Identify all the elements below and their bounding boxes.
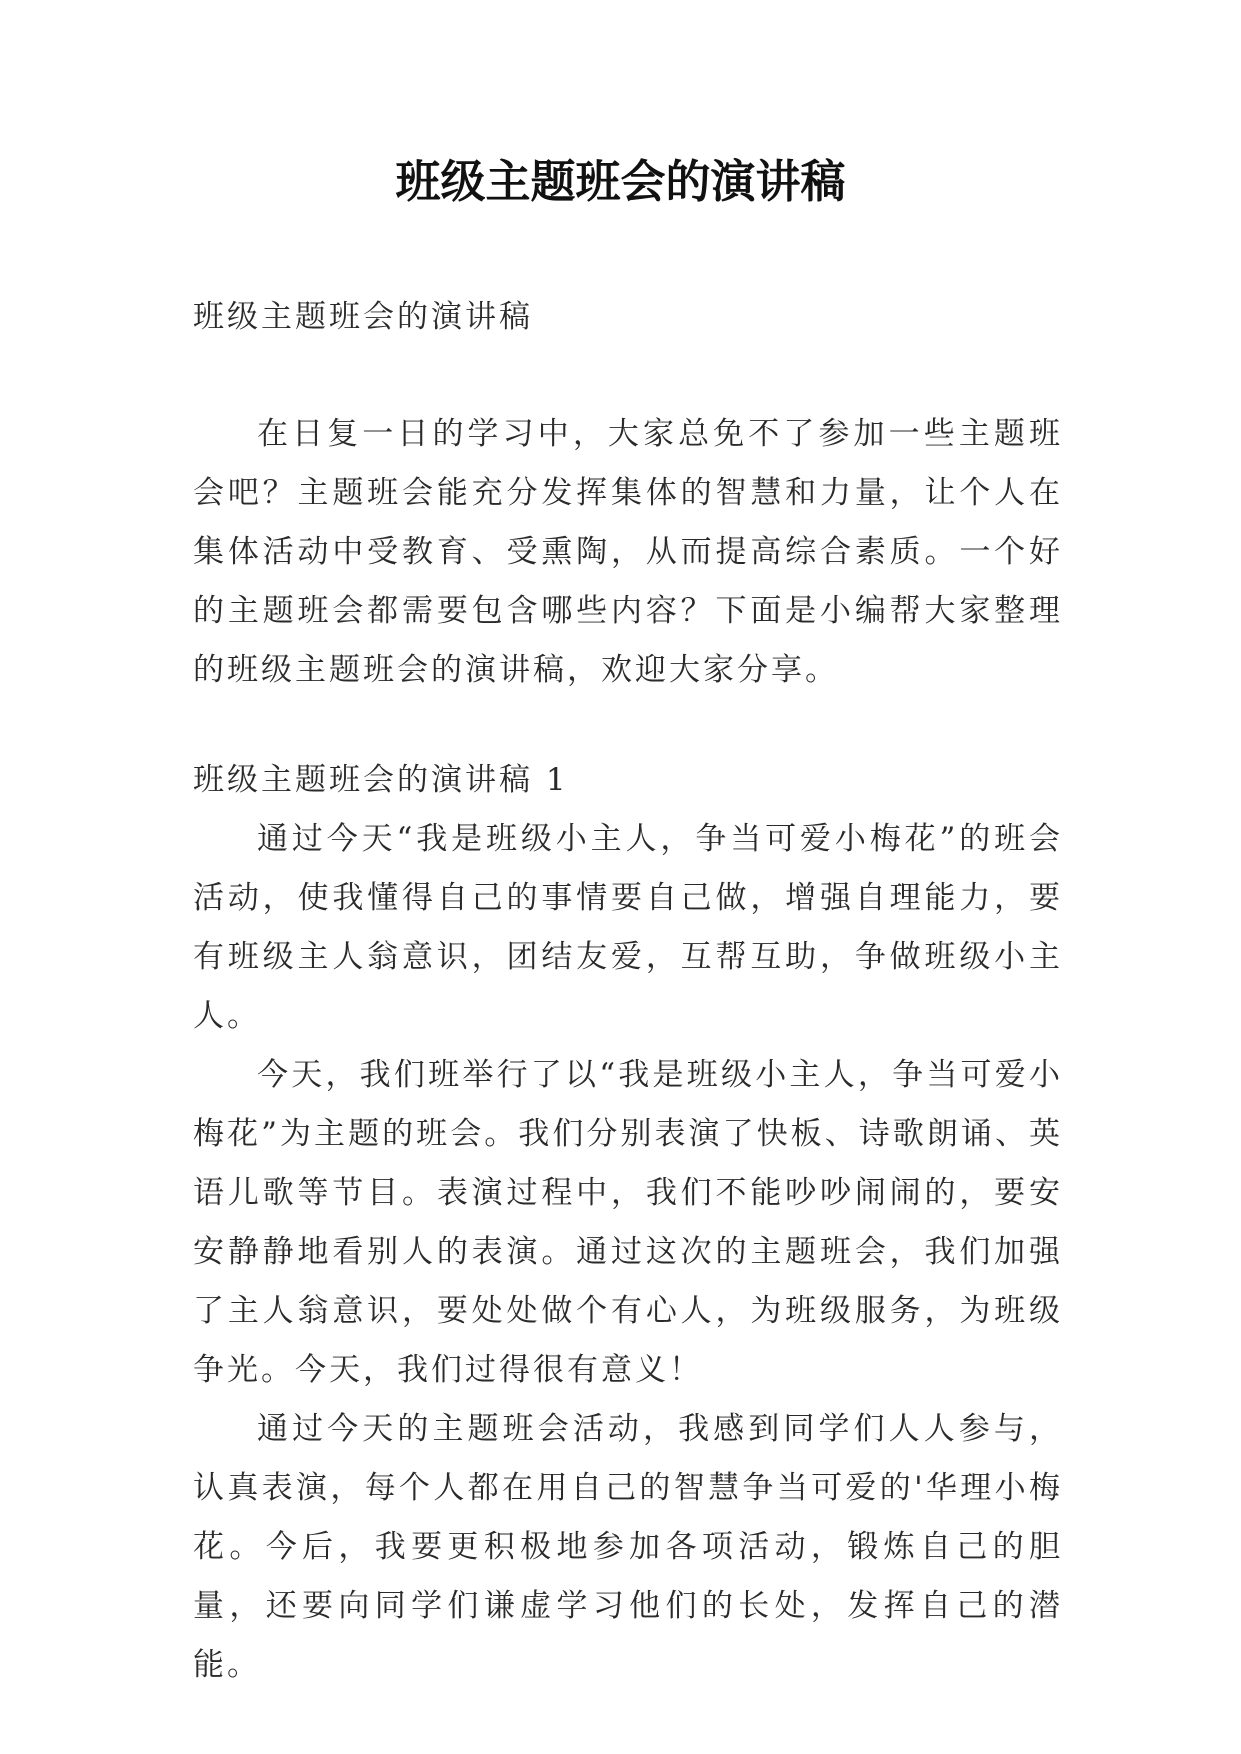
document-subtitle: 班级主题班会的演讲稿 — [193, 299, 533, 335]
section-heading: 班级主题班会的演讲稿 1 — [193, 762, 569, 798]
section-body — [193, 810, 1063, 1695]
section-paragraph: 通过今天“我是班级小主人，争当可爱小梅花”的班会活动，使我懂得自己的事情要自己做，增强自理能力，要有班级主人翁意识，团结友爱，互帮互助，争做班级小主人。 — [193, 821, 1063, 1034]
intro-paragraph: 在日复一日的学习中，大家总免不了参加一些主题班会吧？主题班会能充分发挥集体的智慧和力量，让个人在集体活动中受教育、受熏陶，从而提高综合素质。一个好的主题班会都需要包含哪些内容？下面是小编帮大家整理的班级主题班会的演讲稿，欢迎大家分享。 — [193, 416, 1063, 688]
intro-block — [193, 405, 1063, 700]
section-paragraph: 今天，我们班举行了以“我是班级小主人，争当可爱小梅花”为主题的班会。我们分别表演了快板、诗歌朗诵、英语儿歌等节目。表演过程中，我们不能吵吵闹闹的，要安安静静地看别人的表演。通过这次的主题班会，我们加强了主人翁意识，要处处做个有心人，为班级服务，为班级争光。今天，我们过得很有意义！ — [193, 1057, 1063, 1388]
section-paragraph: 通过今天的主题班会活动，我感到同学们人人参与，认真表演，每个人都在用自己的智慧争当可爱的'华理小梅花。今后，我要更积极地参加各项活动，锻炼自己的胆量，还要向同学们谦虚学习他们的长处，发挥自己的潜能。 — [193, 1411, 1063, 1683]
document-title: 班级主题班会的演讲稿 — [395, 155, 846, 208]
